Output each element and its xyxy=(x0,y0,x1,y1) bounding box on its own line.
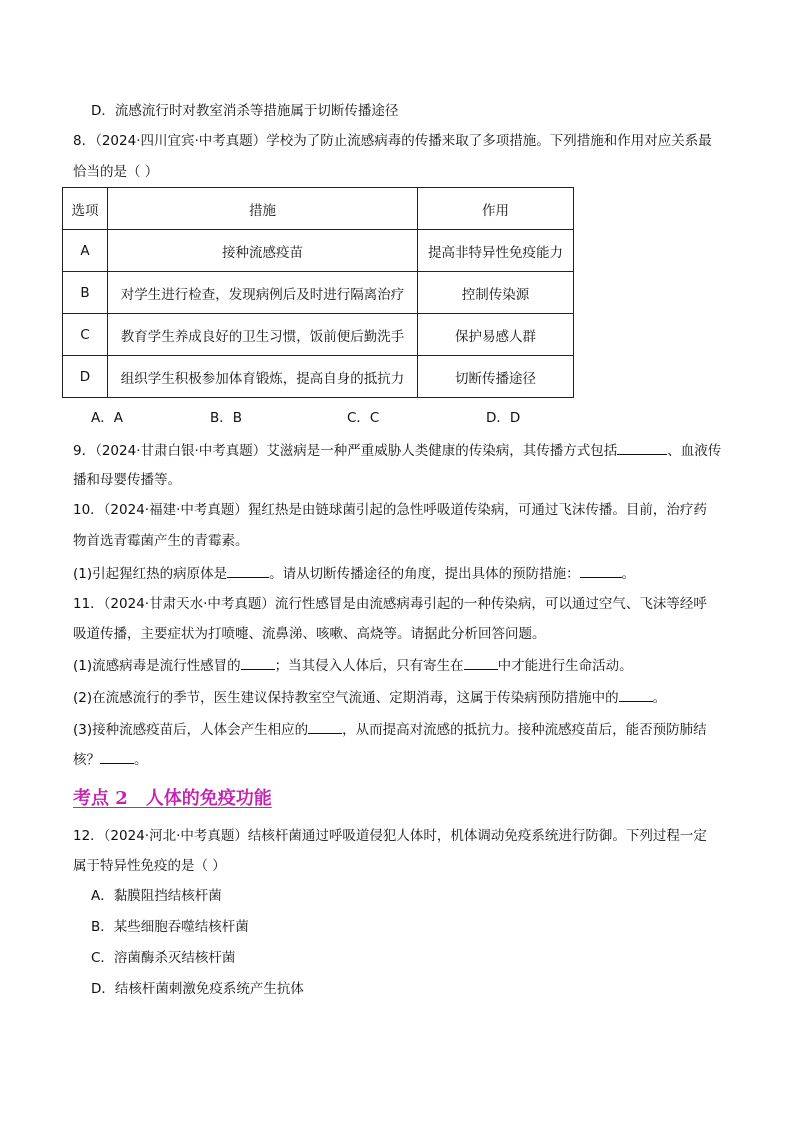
table-cell: B xyxy=(63,272,108,314)
table-cell: A xyxy=(63,230,108,272)
table-cell: D xyxy=(63,356,108,398)
q12-stem-line1: 12．（2024·河北·中考真题）结核杆菌通过呼吸道侵犯人体时，机体调动免疫系统进行防御。下列过程一定 xyxy=(73,828,707,844)
q8-stem-line1: 8．（2024·四川宜宾·中考真题）学校为了防止流感病毒的传播来取了多项措施。下列措施和作用对应关系最 xyxy=(73,133,712,149)
q11-sub1-text-b: ；当其侵入人体后，只有寄生在 xyxy=(274,658,464,674)
table-cell: 教育学生养成良好的卫生习惯，饭前便后勤洗手 xyxy=(108,314,418,356)
q10-sub1-text-a: (1)引起猩红热的病原体是 xyxy=(73,566,228,582)
q11-stem-line1: 11．（2024·甘肃天水·中考真题）流行性感冒是由流感病毒引起的一种传染病，可以通过空气、飞沫等经呼 xyxy=(73,596,707,612)
q7-option-d: D．流感流行时对教室消杀等措施属于切断传播途径 xyxy=(91,103,399,119)
table-cell: 对学生进行检查，发现病例后及时进行隔离治疗 xyxy=(108,272,418,314)
section-heading: 考点 2 人体的免疫功能 xyxy=(73,788,272,809)
q8-options-table xyxy=(62,187,574,398)
q8-choice-d[interactable]: D．D xyxy=(486,410,521,426)
table-cell: 切断传播途径 xyxy=(418,356,574,398)
table-cell: 提高非特异性免疫能力 xyxy=(418,230,574,272)
answer-blank[interactable] xyxy=(464,655,498,670)
q9-stem-line1 xyxy=(73,440,721,461)
q10-stem-line1: 10．（2024·福建·中考真题）猩红热是由链球菌引起的急性呼吸道传染病，可通过飞沫传播。目前，治疗药 xyxy=(73,502,707,518)
table-row xyxy=(63,314,574,356)
answer-blank[interactable] xyxy=(308,719,342,734)
q10-sub1-text-b: 。请从切断传播途径的角度，提出具体的预防措施： xyxy=(269,566,580,582)
answer-blank[interactable] xyxy=(241,655,275,670)
q11-sub1-text-a: (1)流感病毒是流行性感冒的 xyxy=(73,658,241,674)
q11-sub3-text-c: 核？ xyxy=(73,752,100,768)
q11-stem-line2: 吸道传播，主要症状为打喷嚏、流鼻涕、咳嗽、高烧等。请据此分析回答问题。 xyxy=(73,626,546,642)
q8-choice-a[interactable]: A．A xyxy=(91,410,123,426)
q10-sub1 xyxy=(73,563,635,584)
q11-sub2-text-b: 。 xyxy=(652,690,667,706)
table-cell: 控制传染源 xyxy=(418,272,574,314)
q11-sub1 xyxy=(73,655,633,676)
table-header-cell: 措施 xyxy=(108,188,418,230)
q11-sub3 xyxy=(73,719,707,740)
q11-sub2 xyxy=(73,687,666,708)
q12-option-b[interactable]: B．某些细胞吞噬结核杆菌 xyxy=(91,919,249,935)
answer-blank[interactable] xyxy=(100,749,134,764)
q9-text-b: 、血液传 xyxy=(667,443,722,459)
q11-sub2-text-a: (2)在流感流行的季节，医生建议保持教室空气流通、定期消毒，这属于传染病预防措施中的 xyxy=(73,690,619,706)
q9-text-a: 9．（2024·甘肃白银·中考真题）艾滋病是一种严重威胁人类健康的传染病，其传播方式包括 xyxy=(73,443,618,459)
table-header-cell: 选项 xyxy=(63,188,108,230)
table-header-row xyxy=(63,188,574,230)
q11-sub3-text-d: 。 xyxy=(134,752,148,768)
q11-sub1-text-c: 中才能进行生命活动。 xyxy=(497,658,633,674)
answer-blank[interactable] xyxy=(227,563,269,578)
answer-blank[interactable] xyxy=(619,687,653,702)
q8-choices xyxy=(91,406,520,426)
answer-blank[interactable] xyxy=(617,440,667,455)
q12-stem-line2: 属于特异性免疫的是（ ） xyxy=(73,858,226,874)
q12-option-a[interactable]: A．黏膜阻挡结核杆菌 xyxy=(91,888,222,904)
table-row xyxy=(63,230,574,272)
table-row xyxy=(63,272,574,314)
q8-choice-b[interactable]: B．B xyxy=(210,410,243,426)
answer-blank[interactable] xyxy=(580,563,622,578)
q8-stem-line2: 恰当的是（ ） xyxy=(73,164,159,180)
q10-sub1-text-c: 。 xyxy=(621,566,636,582)
table-cell: 保护易感人群 xyxy=(418,314,574,356)
table-cell: C xyxy=(63,314,108,356)
q12-option-c[interactable]: C．溶菌酶杀灭结核杆菌 xyxy=(91,950,236,966)
q11-sub3-text-a: (3)接种流感疫苗后，人体会产生相应的 xyxy=(73,722,309,738)
q10-stem-line2: 物首选青霉菌产生的青霉素。 xyxy=(73,533,249,549)
table-cell: 组织学生积极参加体育锻炼，提高自身的抵抗力 xyxy=(108,356,418,398)
q11-sub3-text-b: ，从而提高对流感的抵抗力。接种流感疫苗后，能否预防肺结 xyxy=(342,722,707,738)
q9-stem-line2: 播和母婴传播等。 xyxy=(73,472,181,488)
table-row xyxy=(63,356,574,398)
table-cell: 接种流感疫苗 xyxy=(108,230,418,272)
table-header-cell: 作用 xyxy=(418,188,574,230)
q8-choice-c[interactable]: C．C xyxy=(347,410,380,426)
q12-option-d[interactable]: D．结核杆菌刺激免疫系统产生抗体 xyxy=(91,981,304,997)
q11-sub3-cont xyxy=(73,749,148,770)
